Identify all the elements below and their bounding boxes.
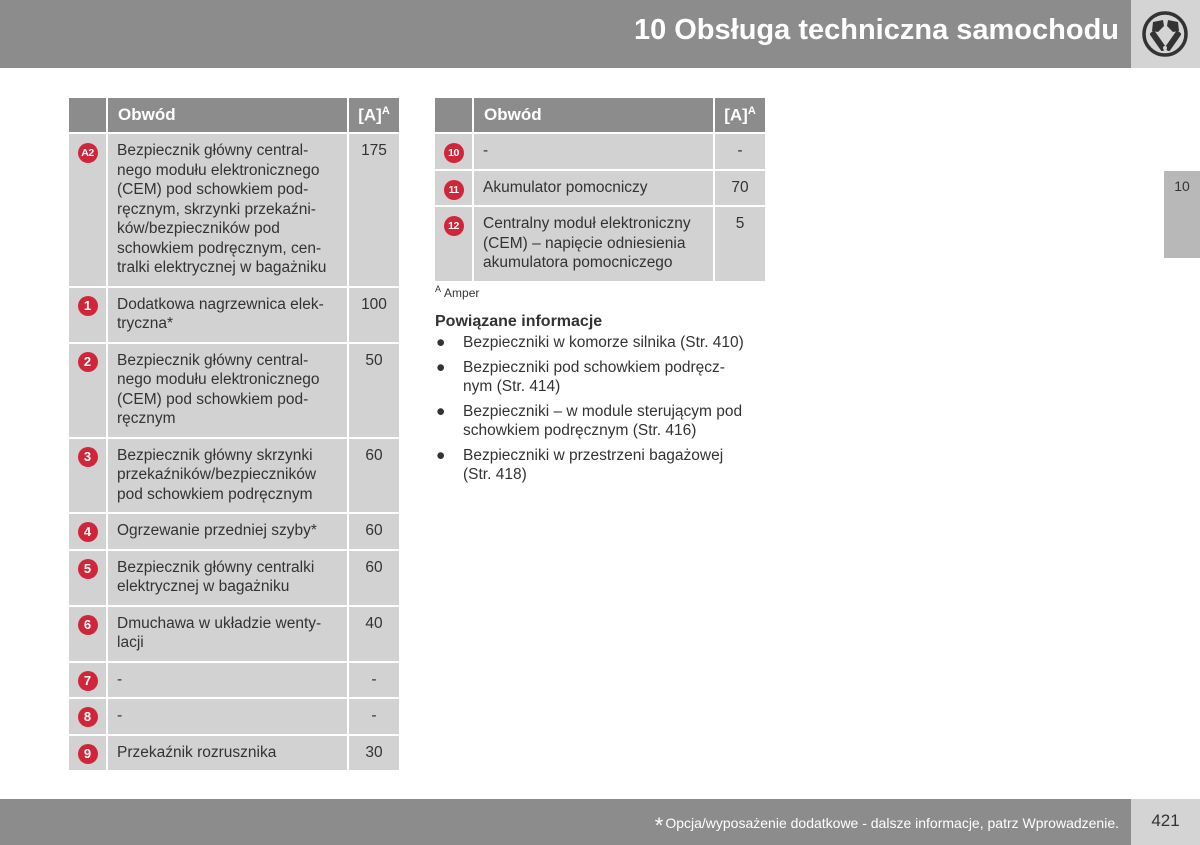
amperage-value: 100 [349, 288, 399, 342]
bullet-icon: ● [436, 403, 446, 420]
page-number: 421 [1151, 811, 1180, 830]
bullet-icon: ● [436, 447, 446, 464]
circuit-description: Przekaźnik rozrusznika [108, 736, 349, 771]
header-amp [715, 98, 765, 132]
amperage-value: - [349, 699, 399, 734]
related-link-text[interactable]: Bezpieczniki w przestrzeni bagażowej (Str. 418) [463, 447, 724, 483]
fuse-number-cell [69, 663, 108, 698]
fuse-number-badge: 2 [78, 352, 98, 372]
related-link-text[interactable]: Bezpieczniki w komorze silnika (Str. 410) [463, 334, 744, 351]
fuse-number-cell [435, 171, 474, 206]
related-link-item[interactable] [435, 358, 775, 396]
fuse-number-cell [435, 134, 474, 169]
amperage-value: 40 [349, 607, 399, 661]
fuse-number-badge: 6 [78, 615, 98, 635]
chapter-icon-box [1131, 0, 1200, 68]
fuse-number-cell [435, 207, 474, 281]
amperage-value: 5 [715, 207, 765, 281]
footer-note [655, 813, 1119, 839]
table-header-row [69, 98, 399, 132]
header-amp [349, 98, 399, 132]
header-amp-label: [A] [358, 105, 382, 125]
related-link-item[interactable] [435, 446, 775, 484]
table-row [69, 699, 399, 734]
chapter-tab-label: 10 [1174, 178, 1190, 194]
amperage-value: 70 [715, 171, 765, 206]
circuit-description: Akumulator pomocniczy [474, 171, 715, 206]
circuit-description: Dodatkowa nagrzewnica elek- tryczna* [108, 288, 349, 342]
circuit-description: - [474, 134, 715, 169]
table-row [69, 439, 399, 513]
header-amp-footnote-marker: A [747, 104, 756, 117]
amperage-value: 30 [349, 736, 399, 771]
table-row [435, 171, 765, 206]
footer-asterisk: * [654, 813, 664, 838]
table-row [435, 207, 765, 281]
fuse-number-cell [69, 514, 108, 549]
amperage-value: 60 [349, 551, 399, 605]
fuse-number-badge: 12 [444, 216, 464, 236]
amperage-value: 60 [349, 514, 399, 549]
bullet-icon: ● [436, 359, 446, 376]
table-row [69, 134, 399, 286]
related-link-text[interactable]: Bezpieczniki – w module sterującym pod schowkiem podręcznym (Str. 416) [463, 403, 743, 439]
fuse-number-cell [69, 288, 108, 342]
circuit-description: Dmuchawa w układzie wenty- lacji [108, 607, 349, 661]
fuse-number-badge: 9 [78, 744, 98, 764]
circuit-description: Bezpiecznik główny skrzynki przekaźników/bezpieczników pod schowkiem podręcznym [108, 439, 349, 513]
fuse-number-badge: 3 [78, 447, 98, 467]
fuse-number-cell [69, 439, 108, 513]
circuit-description: Bezpiecznik główny central- nego modułu elektronicznego (CEM) pod schowkiem pod- ręcznym [108, 344, 349, 437]
chapter-title: 10 Obsługa techniczna samochodu [633, 14, 1119, 46]
fuse-number-badge: 7 [78, 671, 98, 691]
table-row [69, 551, 399, 605]
header-circuit: Obwód [108, 98, 349, 132]
circuit-description: - [108, 663, 349, 698]
circuit-description: Ogrzewanie przedniej szyby* [108, 514, 349, 549]
fuse-number-badge: 10 [444, 143, 464, 163]
fuse-number-badge: 1 [78, 296, 98, 316]
header-amp-label: [A] [724, 105, 748, 125]
fuse-table-left [69, 96, 399, 772]
fuse-number-cell [69, 344, 108, 437]
amperage-value: - [349, 663, 399, 698]
table-header-row [435, 98, 765, 132]
footer-note-text: Opcja/wyposażenie dodatkowe - dalsze informacje, patrz Wprowadzenie. [665, 815, 1119, 831]
amperage-value: - [715, 134, 765, 169]
amperage-value: 60 [349, 439, 399, 513]
related-info-list [435, 333, 775, 490]
table-row [69, 607, 399, 661]
related-info-title: Powiązane informacje [435, 313, 603, 330]
circuit-description: Bezpiecznik główny central- nego modułu elektronicznego (CEM) pod schowkiem pod- ręcznym, skrzynki przekaźni- ków/bezpieczników pod schowkiem podręcznym, cen- tralki elektrycznej w bagażniku [108, 134, 349, 286]
circuit-description: - [108, 699, 349, 734]
bullet-icon: ● [436, 334, 446, 351]
circuit-description: Bezpiecznik główny centralki elektrycznej w bagażniku [108, 551, 349, 605]
footnote-marker: A [435, 284, 442, 294]
page-footer [0, 799, 1131, 845]
fuse-number-badge: 11 [444, 180, 464, 200]
wrench-icon [1131, 0, 1200, 68]
fuse-number-cell [69, 134, 108, 286]
table-row [69, 514, 399, 549]
footnote-text: Amper [444, 286, 480, 300]
table-row [69, 736, 399, 771]
footnote [435, 284, 479, 300]
fuse-number-cell [69, 607, 108, 661]
header-number-cell [435, 98, 474, 132]
circuit-description: Centralny moduł elektroniczny (CEM) – napięcie odniesienia akumulatora pomocniczego [474, 207, 715, 281]
amperage-value: 175 [349, 134, 399, 286]
fuse-number-badge: 5 [78, 559, 98, 579]
related-link-item[interactable] [435, 402, 775, 440]
fuse-number-cell [69, 699, 108, 734]
header-number-cell [69, 98, 108, 132]
table-row [435, 134, 765, 169]
related-link-item[interactable] [435, 333, 775, 352]
table-row [69, 344, 399, 437]
fuse-number-badge: A2 [78, 143, 98, 163]
fuse-number-cell [69, 736, 108, 771]
chapter-header [0, 0, 1131, 68]
chapter-tab[interactable] [1164, 171, 1200, 258]
fuse-number-cell [69, 551, 108, 605]
fuse-table-right [435, 96, 765, 283]
page-number-box [1131, 799, 1200, 845]
header-circuit: Obwód [474, 98, 715, 132]
table-row [69, 663, 399, 698]
table-row [69, 288, 399, 342]
related-link-text[interactable]: Bezpieczniki pod schowkiem podręcz- nym (Str. 414) [463, 359, 725, 395]
amperage-value: 50 [349, 344, 399, 437]
fuse-number-badge: 4 [78, 522, 98, 542]
fuse-number-badge: 8 [78, 707, 98, 727]
header-amp-footnote-marker: A [381, 104, 390, 117]
